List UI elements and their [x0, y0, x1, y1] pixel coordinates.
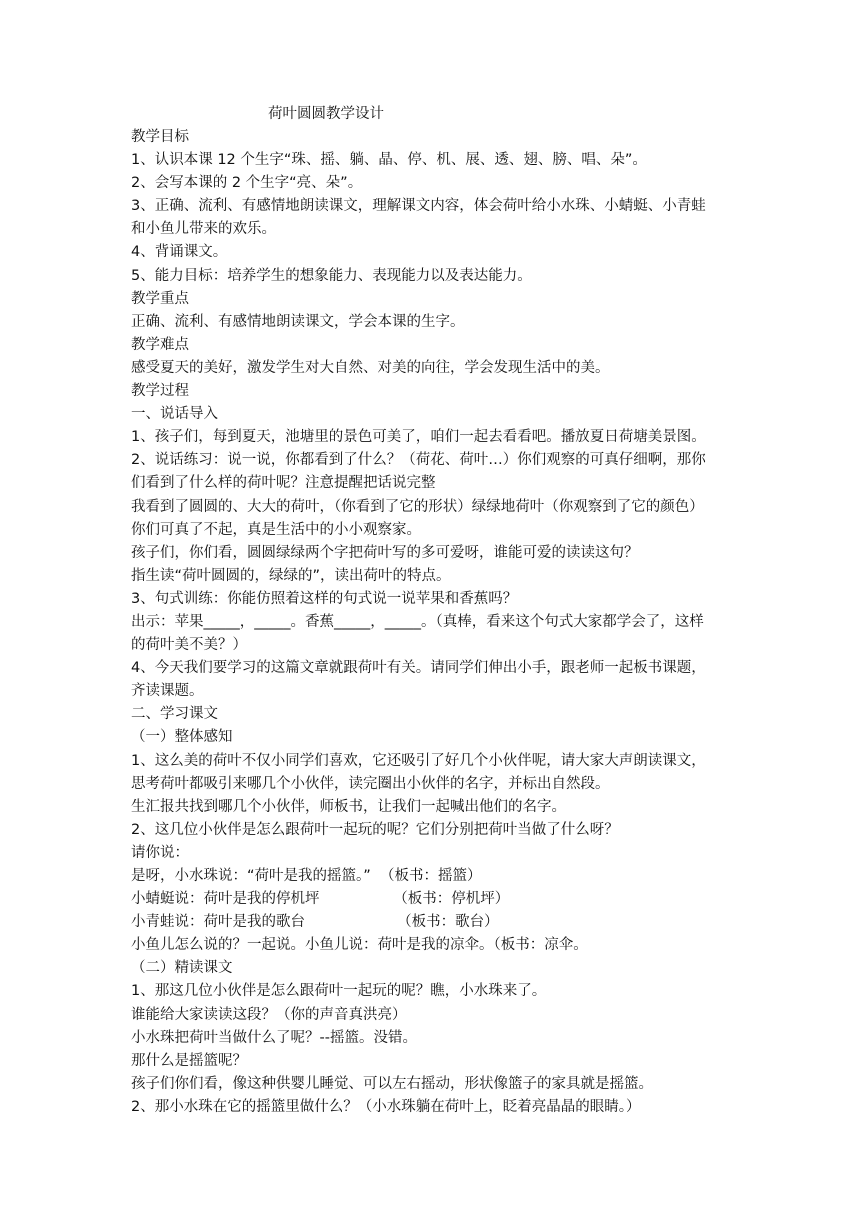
- paragraph-line: 孩子们，你们看，圆圆绿绿两个字把荷叶写的多可爱呀，谁能可爱的读读这句？: [131, 544, 639, 561]
- paragraph-line: 那什么是摇篮呢？: [131, 1052, 247, 1069]
- paragraph-line: 1、认识本课 12 个生字“珠、摇、躺、晶、停、机、展、透、翅、膀、唱、朵”。: [131, 152, 647, 169]
- paragraph-line: 4、今天我们要学习的这篇文章就跟荷叶有关。请同学们伸出小手，跟老师一起板书课题，: [131, 660, 706, 677]
- section-heading: 二、学习课文: [131, 706, 218, 723]
- section-heading: 一、说话导入: [131, 406, 218, 423]
- paragraph-line: 指生读“荷叶圆圆的，绿绿的”，读出荷叶的特点。: [131, 567, 451, 584]
- subsection-heading: （一）整体感知: [131, 729, 233, 746]
- paragraph-line: 3、正确、流利、有感情地朗读课文，理解课文内容，体会荷叶给小水珠、小蜻蜓、小青蛙: [131, 198, 706, 215]
- paragraph-line: 孩子们你们看，像这种供婴儿睡觉、可以左右摇动，形状像篮子的家具就是摇篮。: [131, 1075, 653, 1092]
- paragraph-line: 出示：苹果_____，_____。香蕉_____，_____。（真棒，看来这个句式大家都学会了，这样: [131, 613, 704, 630]
- paragraph-line: 1、这么美的荷叶不仅小同学们喜欢，它还吸引了好几个小伙伴呢，请大家大声朗读课文，: [131, 752, 706, 769]
- paragraph-line: 小青蛙说：荷叶是我的歌台 （板书：歌台）: [131, 914, 499, 931]
- paragraph-line: 生汇报共找到哪几个小伙伴，师板书，让我们一起喊出他们的名字。: [131, 798, 566, 815]
- paragraph-line: 是呀，小水珠说：“荷叶是我的摇篮。” （板书：摇篮）: [131, 868, 482, 884]
- paragraph-line: 正确、流利、有感情地朗读课文，学会本课的生字。: [131, 313, 465, 330]
- paragraph-line: 3、句式训练：你能仿照着这样的句式说一说苹果和香蕉吗？: [131, 590, 518, 607]
- paragraph-line: 4、背诵课文。: [131, 244, 228, 261]
- paragraph-line: 2、这几位小伙伴是怎么跟荷叶一起玩的呢？它们分别把荷叶当做了什么呀？: [131, 821, 619, 838]
- subsection-heading: （二）精读课文: [131, 960, 233, 977]
- heading-teaching-difficulty: 教学难点: [131, 336, 189, 353]
- heading-teaching-process: 教学过程: [131, 383, 189, 400]
- paragraph-line: 和小鱼儿带来的欢乐。: [131, 221, 276, 238]
- paragraph-line: 我看到了圆圆的、大大的荷叶，（你看到了它的形状）绿绿地荷叶（你观察到了它的颜色）: [131, 498, 704, 515]
- paragraph-line: 2、说话练习：说一说，你都看到了什么？（荷花、荷叶…）你们观察的可真仔细啊，那你: [131, 452, 706, 469]
- document-title: 荷叶圆圆教学设计: [268, 106, 384, 122]
- paragraph-line: 思考荷叶都吸引来哪几个小伙伴，读完圈出小伙伴的名字，并标出自然段。: [131, 775, 610, 792]
- paragraph-line: 2、那小水珠在它的摇篮里做什么？（小水珠躺在荷叶上，眨着亮晶晶的眼睛。）: [131, 1098, 641, 1115]
- paragraph-line: 感受夏天的美好，激发学生对大自然、对美的向往，学会发现生活中的美。: [131, 359, 610, 376]
- paragraph-line: 们看到了什么样的荷叶呢？注意提醒把话说完整: [131, 475, 436, 492]
- heading-teaching-goals: 教学目标: [131, 129, 189, 145]
- document-body: [131, 126, 763, 1119]
- paragraph-line: 谁能给大家读读这段？（你的声音真洪亮）: [131, 1006, 407, 1023]
- heading-teaching-focus: 教学重点: [131, 290, 189, 307]
- paragraph-line: 齐读课题。: [131, 683, 204, 700]
- paragraph-line: 小水珠把荷叶当做什么了呢？--摇篮。没错。: [131, 1029, 417, 1046]
- paragraph-line: 5、能力目标：培养学生的想象能力、表现能力以及表达能力。: [131, 267, 532, 284]
- paragraph-line: 的荷叶美不美？）: [131, 637, 247, 654]
- paragraph-line: 请你说：: [131, 844, 189, 861]
- paragraph-line: 1、孩子们，每到夏天，池塘里的景色可美了，咱们一起去看看吧。播放夏日荷塘美景图。: [131, 429, 706, 446]
- paragraph-line: 你们可真了不起，真是生活中的小小观察家。: [131, 521, 421, 538]
- paragraph-line: 1、那这几位小伙伴是怎么跟荷叶一起玩的呢？瞧，小水珠来了。: [131, 983, 547, 1000]
- paragraph-line: 小蜻蜓说：荷叶是我的停机坪 （板书：停机坪）: [131, 891, 510, 908]
- paragraph-line: 小鱼儿怎么说的？一起说。小鱼儿说：荷叶是我的凉伞。（板书：凉伞。: [131, 937, 588, 954]
- paragraph-line: 2、会写本课的 2 个生字“亮、朵”。: [131, 175, 363, 192]
